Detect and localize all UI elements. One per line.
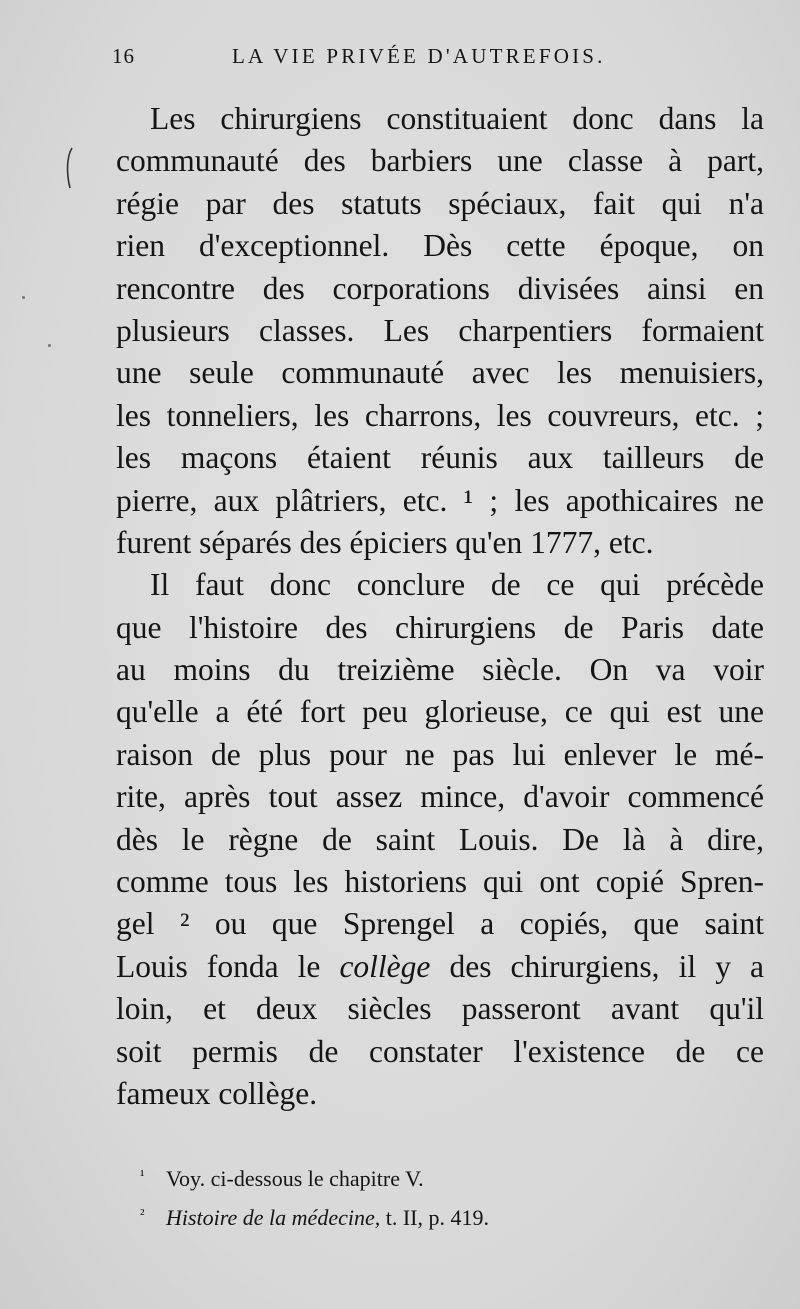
margin-pencil-mark (64, 146, 74, 190)
footnote-1 (140, 1158, 660, 1197)
text-line: soit permis de constater l'existence de ce (116, 1033, 764, 1069)
text-line: fameux collège. (116, 1075, 318, 1111)
text-line: gel ² ou que Sprengel a copiés, que saint (116, 906, 764, 942)
text-line: Louis fonda le collège des chirurgiens, il y a (116, 948, 764, 984)
page-number: 16 (112, 44, 135, 68)
text-line: comme tous les historiens qui ont copié Spren- (116, 864, 764, 900)
footnote-mark: ¹ (140, 1168, 145, 1184)
text-line: les maçons étaient réunis aux tailleurs de (116, 440, 764, 476)
text-line: rien d'exceptionnel. Dès cette époque, on (116, 228, 764, 264)
text-line: plusieurs classes. Les charpentiers formaient (116, 312, 764, 348)
text-line: rite, après tout assez mince, d'avoir commencé (116, 779, 764, 815)
text-line: pierre, aux plâtriers, etc. ¹ ; les apothicaires ne (116, 482, 764, 518)
running-title: LA VIE PRIVÉE D'AUTREFOIS. (232, 44, 606, 68)
footnotes (140, 1158, 660, 1236)
text-line: au moins du treizième siècle. On va voir (116, 652, 764, 688)
text-line: dès le règne de saint Louis. De là à dire, (116, 821, 764, 857)
text-line: communauté des barbiers une classe à part, (116, 143, 764, 179)
text-line: raison de plus pour ne pas lui enlever le mé- (116, 736, 764, 772)
text-line: une seule communauté avec les menuisiers, (116, 355, 764, 391)
body-text (116, 98, 764, 1115)
text-line: régie par des statuts spéciaux, fait qui n'a (116, 185, 764, 221)
paper-speck (48, 344, 51, 347)
footnote-mark: ² (140, 1207, 145, 1223)
text-line: qu'elle a été fort peu glorieuse, ce qui est une (116, 694, 764, 730)
paper-speck (22, 296, 25, 299)
text-line: Il faut donc conclure de ce qui précède (150, 567, 764, 603)
text-line: que l'histoire des chirurgiens de Paris date (116, 609, 764, 645)
page-header (112, 44, 642, 74)
text-line: les tonneliers, les charrons, les couvreurs, etc. ; (116, 397, 764, 433)
text-line: loin, et deux siècles passeront avant qu'il (116, 991, 764, 1027)
footnote-text: t. II, p. 419. (380, 1205, 489, 1230)
footnote-text: Voy. ci-dessous le chapitre V. (166, 1166, 424, 1191)
text-line: furent séparés des épiciers qu'en 1777, etc. (116, 524, 654, 560)
footnote-2 (140, 1197, 660, 1236)
footnote-book-title: Histoire de la médecine, (166, 1205, 381, 1230)
text-line: Les chirurgiens constituaient donc dans la (150, 101, 764, 136)
text-line: rencontre des corporations divisées ainsi en (116, 270, 764, 306)
